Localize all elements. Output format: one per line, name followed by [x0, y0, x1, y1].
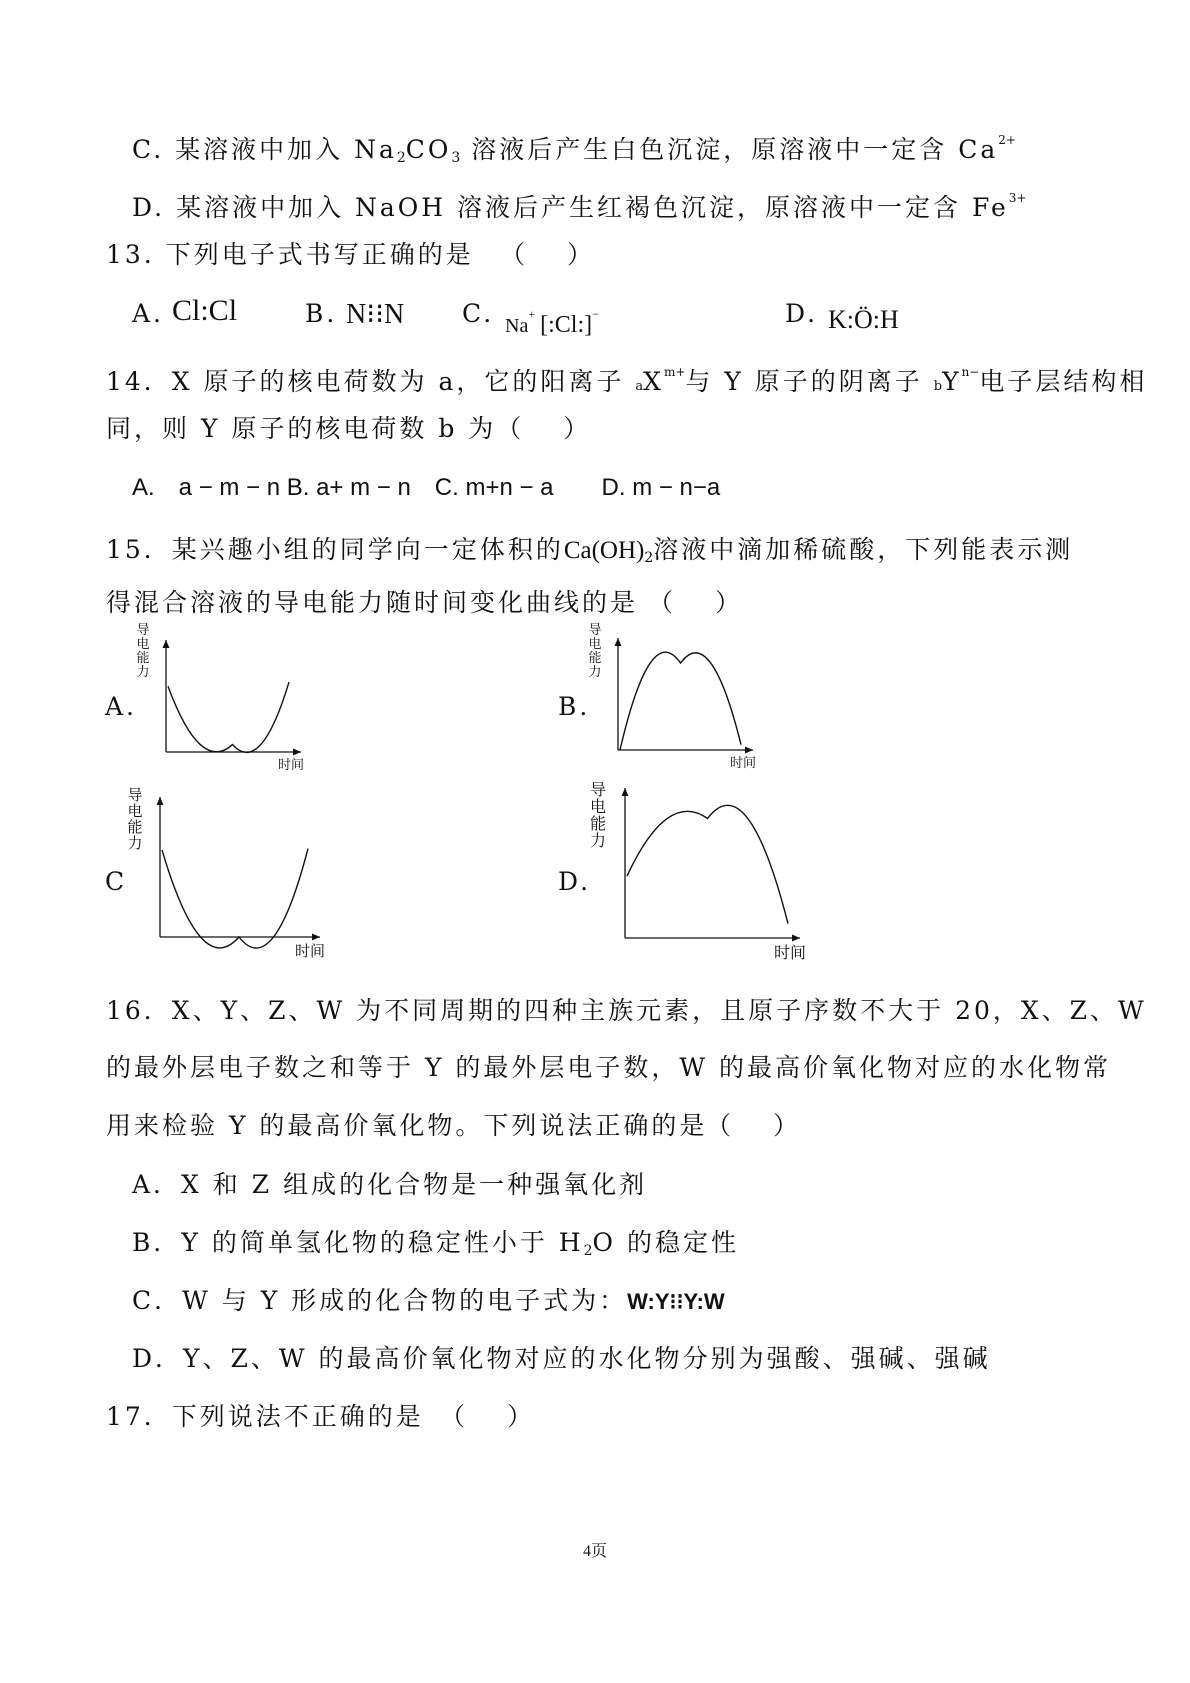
q16-line1: 16．X、Y、Z、W 为不同周期的四种主族元素，且原子序数不大于 20，X、Z、W [106, 996, 1147, 1025]
q14-line2: 同，则 Y 原子的核电荷数 b 为（ ） [106, 414, 592, 443]
x-axis-label: 时间 [773, 943, 807, 962]
q17-stem: 17．下列说法不正确的是 [106, 1402, 424, 1431]
y-axis-label-char: 力 [136, 665, 150, 680]
graph-c-label: C [105, 867, 128, 896]
graph-a-label: A. [105, 692, 138, 721]
y-axis-label-char: 能 [589, 814, 607, 833]
q13-option-d-formula: K:Ö:H [828, 305, 899, 334]
q16-option-a: A．X 和 Z 组成的化合物是一种强氧化剂 [132, 1170, 648, 1199]
x-axis-label: 时间 [277, 758, 305, 773]
q16-line3: 用来检验 Y 的最高价氧化物。下列说法正确的是 [106, 1111, 708, 1140]
q13-option-d: D. [785, 299, 819, 328]
q14-line1: 14．X 原子的核电荷数为 a，它的阳离子 $aX^{m+}$与 Y 原子的阴离子 $bY^{n-}$电子层结构相 [106, 365, 1148, 396]
q16-option-c: C．W 与 Y 形成的化合物的电子式为：W:Y⁝⁝Y:W [132, 1286, 725, 1315]
y-axis-label-char: 导 [588, 623, 602, 638]
q13-stem: 13. 下列电子式书写正确的是 [106, 240, 474, 269]
q12-option-d: D. 某溶液中加入 NaOH 溶液后产生红褐色沉淀，原溶液中一定含 $Fe^{3+}$ [132, 191, 1027, 222]
q15-line2: 得混合溶液的导电能力随时间变化曲线的是 [106, 588, 639, 617]
x-axis-label: 时间 [729, 756, 757, 771]
y-axis-arrow [622, 788, 629, 796]
q13-option-c-formula: Na+ [:Cl:]− [505, 307, 599, 338]
y-axis-label-char: 能 [136, 651, 150, 666]
y-axis-label-char: 电 [588, 637, 602, 652]
q13-option-c: C. [462, 299, 495, 328]
y-axis-label-char: 导 [136, 623, 150, 638]
y-axis-label-char: 能 [127, 818, 143, 836]
y-axis-label-char: 电 [136, 637, 150, 652]
q16-paren: （ ） [706, 1111, 801, 1140]
y-axis-label-char: 力 [589, 831, 607, 850]
q12-option-c: C. 某溶液中加入 $Na_2CO_3$ 溶液后产生白色沉淀，原溶液中一定含 $Ca^{2+}$ [132, 133, 1016, 166]
y-axis-label-char: 导 [589, 780, 607, 799]
q16-line2: 的最外层电子数之和等于 Y 的最外层电子数，W 的最高价氧化物对应的水化物常 [106, 1053, 1112, 1082]
x-axis-label: 时间 [294, 942, 326, 960]
q16-option-d: D．Y、Z、W 的最高价氧化物对应的水化物分别为强酸、强碱、强碱 [132, 1344, 991, 1373]
q13-option-a: A. [132, 299, 165, 328]
graph-d-label: D. [558, 867, 592, 896]
q15-line1: 15．某兴趣小组的同学向一定体积的$Ca(OH)_2$溶液中滴加稀硫酸，下列能表示测 [106, 535, 1074, 566]
conductivity-curve [627, 805, 788, 923]
q13-option-b-formula: N⁝⁝N [346, 299, 405, 330]
q14-options: A. a − m − n B. a+ m − n C. m+n − a D. m − n−a [132, 474, 721, 501]
q13-paren: （ ） [500, 240, 595, 269]
y-axis-label-char: 力 [127, 834, 143, 852]
y-axis-label-char: 力 [588, 665, 602, 680]
q15-paren: （ ） [648, 588, 743, 617]
y-axis-label-char: 导 [127, 786, 143, 804]
y-axis-label-char: 电 [127, 802, 143, 820]
x-axis-arrow [792, 935, 800, 942]
y-axis-label-char: 能 [588, 651, 602, 666]
q16-option-b: B．Y 的简单氢化物的稳定性小于 $H_2O$ 的稳定性 [132, 1228, 739, 1259]
q17-paren: （ ） [440, 1402, 535, 1431]
graph-b-label: B. [558, 692, 591, 721]
q13-option-a-formula: Cl:Cl [172, 294, 238, 327]
q13-option-b: B. [305, 299, 338, 328]
page-number: 4页 [582, 1543, 607, 1560]
y-axis-label-char: 电 [589, 797, 607, 816]
